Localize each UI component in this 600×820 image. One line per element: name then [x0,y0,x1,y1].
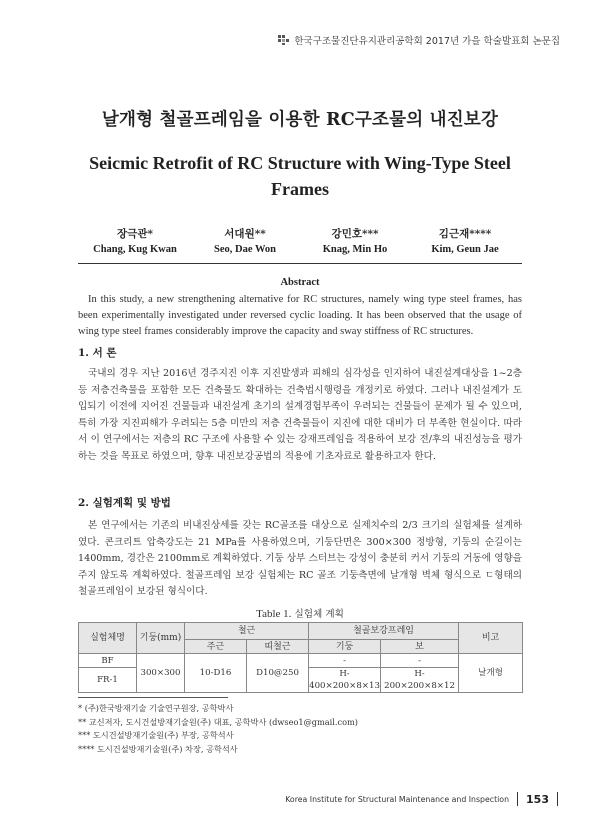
cell-main-bar: 10-D16 [185,654,247,693]
header-divider [78,263,522,264]
specimen-table [78,622,523,693]
cell-stirrup: D10@250 [247,654,309,693]
author-name-korean: 강민호*** [331,228,379,240]
author [410,226,520,255]
footnote: * (주)한국방재기술 기술연구원장, 공학박사 [78,703,234,713]
abstract-heading: Abstract [280,277,320,288]
footnote: **** 도시건설방재기술원(주) 차장, 공학석사 [78,743,238,754]
author-name-english: Chang, Kug Kwan [93,244,177,255]
cell-frame-column: - [309,654,381,668]
table-label: Table 1. [256,608,292,620]
table-row [79,654,523,668]
author [300,226,410,255]
footnote: ** 교신저자, 도시건설방재기술원(주) 대표, 공학박사 (dwseo1@gmail.com) [78,716,358,727]
proceedings-title: 한국구조물진단유지관리공학회 2017년 가을 학술발표회 논문집 [294,36,560,47]
footer-edge-bar [557,792,558,806]
author-name-english: Knag, Min Ho [322,244,388,255]
header-frame-column: 기둥 [309,640,381,654]
header-steel-frame: 철골보강프레임 [309,623,459,640]
footnote: *** 도시건설방재기술원(주) 부장, 공학석사 [78,730,234,740]
page-number: 153 [526,792,549,806]
cell-frame-beam: H-200×200×8×12 [381,668,459,693]
dot-grid-icon [278,35,290,45]
cell-frame-beam: - [381,654,459,668]
footnotes [78,702,358,756]
cell-column-size: 300×300 [137,654,185,693]
paper-title-english: Seicmic Retrofit of RC Structure with Wing-Type Steel Frames [89,153,511,199]
author-name-english: Kim, Geun Jae [431,244,499,255]
author [80,226,190,255]
cell-specimen-name: FR-1 [79,668,137,693]
proceedings-header [278,33,560,47]
author [190,226,300,255]
table-caption [0,606,600,620]
footer-separator [517,792,518,806]
header-stirrup: 띠철근 [247,640,309,654]
author-name-korean: 장극관* [117,228,153,240]
author-name-korean: 김근재**** [438,228,492,240]
section-heading-method: 2. 실험계획 및 방법 [78,497,171,509]
author-list [80,226,520,255]
table-caption-text: 실험체 계획 [294,609,344,620]
header-frame-beam: 보 [381,640,459,654]
header-column: 기둥(mm) [137,623,185,654]
cell-specimen-name: BF [79,654,137,668]
author-name-korean: 서대원** [224,228,266,240]
header-specimen: 실험체명 [79,623,137,654]
author-name-english: Seo, Dae Won [214,244,276,255]
header-remarks: 비고 [459,623,523,654]
footer-institute: Korea Institute for Structural Maintenance and Inspection [285,794,510,804]
footnote-divider [78,697,228,698]
section-text-introduction: 국내의 경우 지난 2016년 경주지진 이후 지진발생과 피해의 심각성을 인지하여 내진설계대상을 1~2층 등 저층건축물을 포함한 모든 건축물도 확대하는 건축법시행령을 개정키로 하였다. 그러나 내진설계가 도입되기 이전에 지어진 건물들과 내진설계 초기의 설계경험부족이 우려되는 건물들이 문제가 될 수 있으며, 특히 가장 지진피해가 우려되는 5층 미만의 저층 건축물들이 지진에 대한 대비가 더 부족한 현실이다. 따라서 이 연구에서는 저층의 RC 구조에 사용할 수 있는 강재프레임을 적용하여 보강 전/후의 내진성능을 평가하는 것을 목표로 하였으며, 향후 내진보강공법의 적용에 기초자료로 활용하고자 한다. [78,368,522,462]
header-rebar: 철근 [185,623,309,640]
paper-title-korean: 날개형 철골프레임을 이용한 RC구조물의 내진보강 [101,110,499,130]
section-heading-introduction: 1. 서 론 [78,347,117,359]
header-main-bar: 주근 [185,640,247,654]
cell-frame-column: H-400×200×8×13 [309,669,380,691]
cell-remarks: 날개형 [459,654,523,693]
abstract-text: In this study, a new strengthening alternative for RC structures, namely wing type steel frames, has been experimentally investigated under reversed cyclic loading. It has been observed that the usage of wing type steel frames considerably improve the capacity and sway stiffness of RC structures. [78,294,522,337]
page-footer [285,792,558,806]
section-text-method: 본 연구에서는 기존의 비내진상세를 갖는 RC골조를 대상으로 실제치수의 2/3 크기의 실험체를 설계하였다. 콘크리트 압축강도는 21 MPa를 사용하였으며, 기둥단면은 300×300 정방형, 기둥의 순길이는 1400mm, 경간은 2100mm로 계획하였다. 기둥 상부 스터브는 강성이 충분히 커서 기둥의 거동에 영향을 주지 않도록 계획하였다. 철골프레임 보강 실험체는 RC 골조 기둥측면에 날개형 벽체 형식으로 ㄷ형태의 철골프레임이 보강된 형식이다. [78,520,522,598]
